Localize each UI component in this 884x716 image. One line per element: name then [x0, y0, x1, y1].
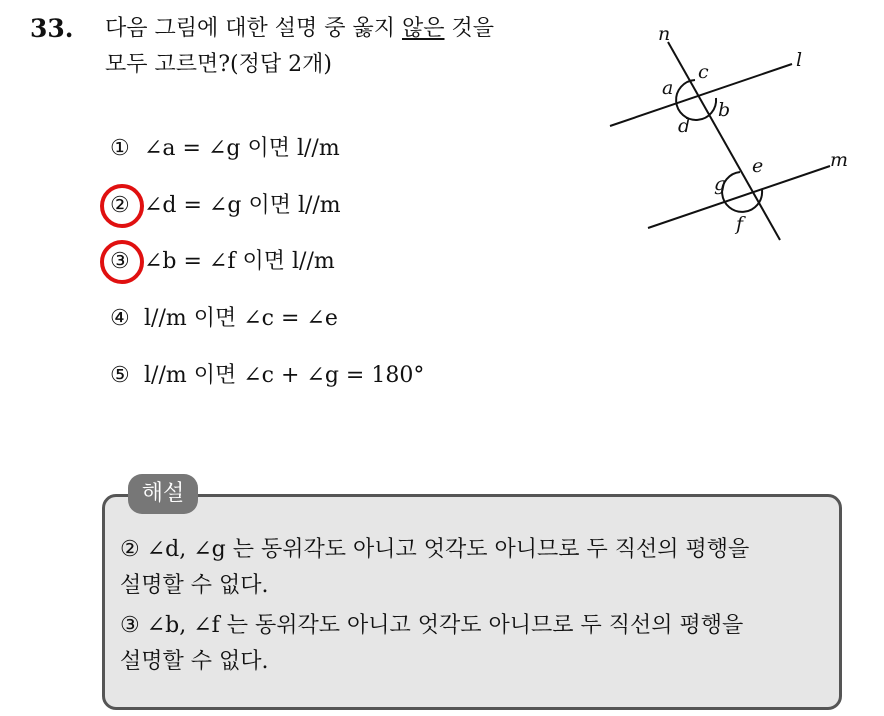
label-l: l	[796, 49, 803, 71]
line-n	[668, 42, 780, 240]
question-text-part: 것을	[444, 16, 494, 41]
choice-number: ⑤	[110, 363, 130, 388]
choice-number: ①	[110, 136, 130, 161]
label-f: f	[736, 213, 744, 235]
question-underlined-word: 않은	[401, 16, 445, 41]
choice-text: l//m 이면 ∠c + ∠g = 180°	[144, 363, 425, 388]
choice-text: ∠b = ∠f 이면 l//m	[144, 249, 335, 274]
label-g: g	[714, 173, 727, 195]
label-b: b	[718, 99, 731, 121]
choice-5[interactable]	[110, 359, 424, 393]
question-number: 33.	[30, 14, 74, 43]
choice-number: ③	[110, 249, 130, 274]
choice-3[interactable]	[110, 245, 335, 279]
choice-text: l//m 이면 ∠c = ∠e	[144, 306, 338, 331]
label-d: d	[678, 115, 691, 137]
question-text-line1	[105, 12, 494, 46]
angle-arc-upper	[676, 80, 716, 120]
solution-tag: 해설	[128, 474, 198, 514]
choice-number: ④	[110, 306, 130, 331]
question-text-part: 다음 그림에 대한 설명 중 옳지	[105, 16, 402, 41]
parallel-lines-figure	[600, 20, 870, 250]
choice-number: ②	[110, 193, 130, 218]
label-c: c	[698, 61, 709, 83]
choice-1[interactable]	[110, 132, 340, 166]
choice-4[interactable]	[110, 302, 338, 336]
label-a: a	[662, 77, 674, 99]
solution-line-1: ② ∠d, ∠g 는 동위각도 아니고 엇각도 아니므로 두 직선의 평행을	[120, 537, 750, 562]
label-e: e	[752, 155, 764, 177]
choice-text: ∠a = ∠g 이면 l//m	[144, 136, 340, 161]
label-n: n	[658, 23, 671, 45]
solution-line-2: 설명할 수 없다.	[120, 573, 269, 598]
solution-line-4: 설명할 수 없다.	[120, 649, 269, 674]
label-m: m	[830, 149, 849, 171]
choice-2[interactable]	[110, 189, 341, 223]
question-text-line2: 모두 고르면?(정답 2개)	[105, 52, 332, 77]
choice-text: ∠d = ∠g 이면 l//m	[144, 193, 341, 218]
solution-line-3: ③ ∠b, ∠f 는 동위각도 아니고 엇각도 아니므로 두 직선의 평행을	[120, 613, 744, 638]
